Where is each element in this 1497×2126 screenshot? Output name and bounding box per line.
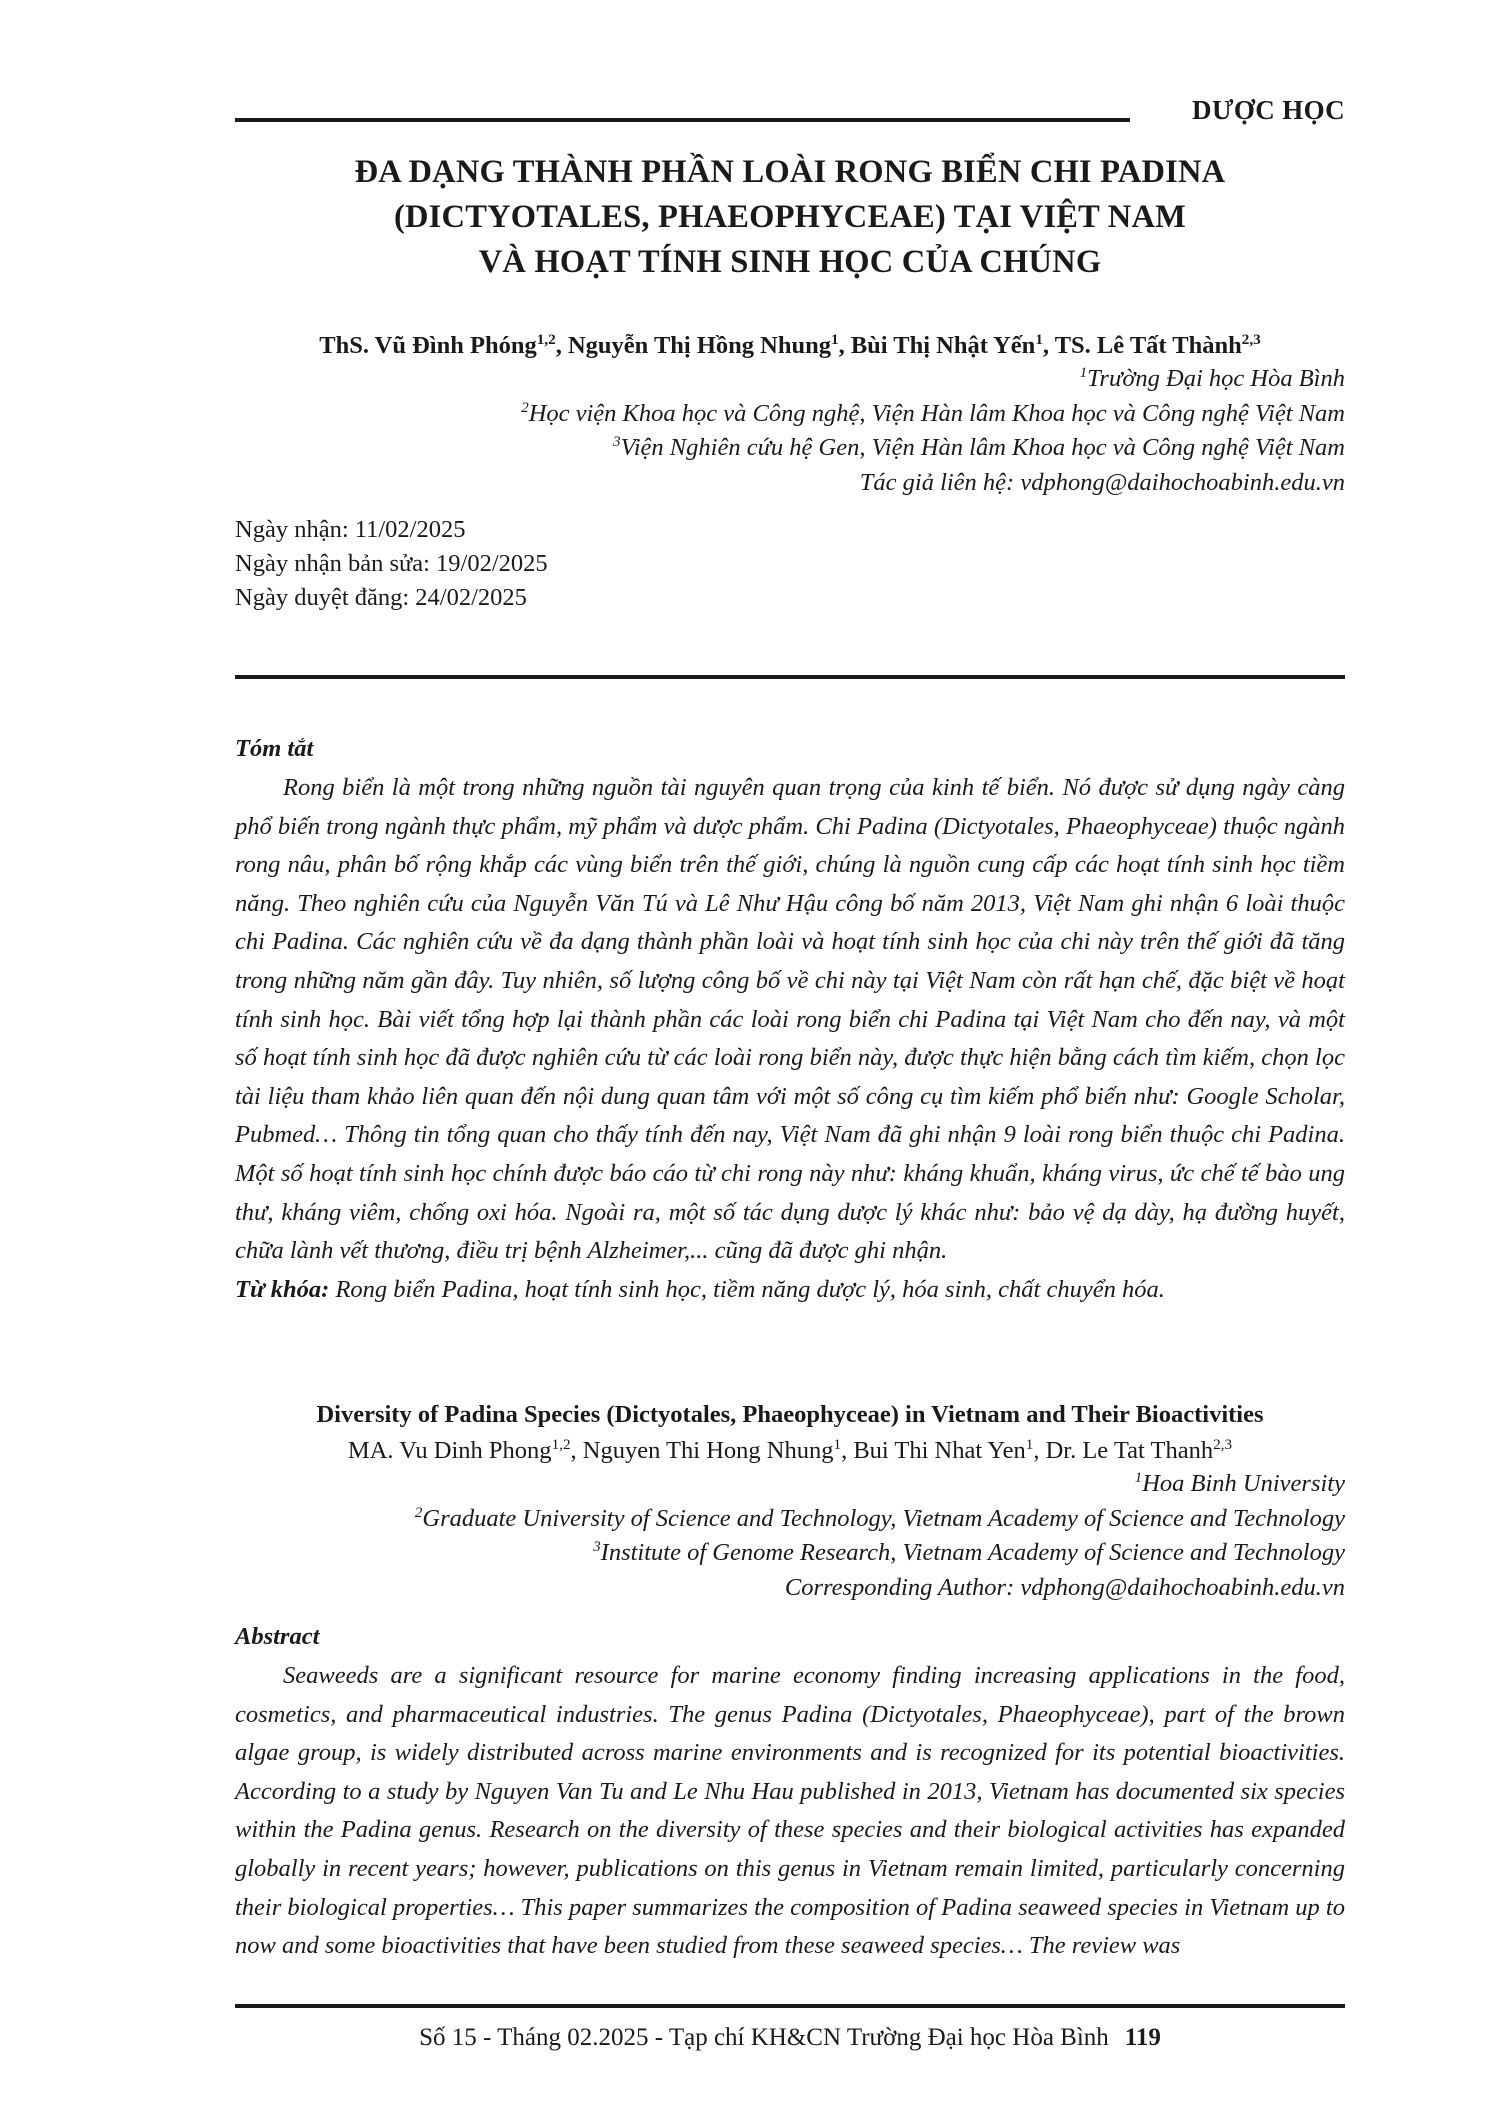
affiliation-text-3: Viện Nghiên cứu hệ Gen, Viện Hàn lâm Khoa học và Công nghệ Việt Nam xyxy=(620,434,1345,461)
author-name: , Bui Thi Nhat Yen xyxy=(841,1437,1026,1464)
page-number: 119 xyxy=(1124,2024,1161,2051)
author-affiliation-marker: 2,3 xyxy=(1241,330,1261,348)
affiliation-vn-2 xyxy=(235,397,1345,432)
authors-vietnamese xyxy=(235,329,1345,363)
affiliation-text-1: Trường Đại học Hòa Bình xyxy=(1087,365,1345,392)
keywords-text: Rong biển Padina, hoạt tính sinh học, tiềm năng dược lý, hóa sinh, chất chuyển hóa. xyxy=(335,1275,1165,1303)
affiliation-vn-1 xyxy=(235,362,1345,397)
affiliation-en-marker-3: 3 xyxy=(593,1537,601,1555)
affiliation-marker-2: 2 xyxy=(521,398,529,416)
abstract-en-paragraph: Seaweeds are a significant resource for marine economy finding increasing applications in the food, cosmetics, and pharmaceutical industries. The genus Padina (Dictyotales, Phaeophyceae), part of the brown algae group, is widely distributed across marine environments and is recognized for its potential bioactivities. According to a study by Nguyen Van Tu and Le Nhu Hau published in 2013, Vietnam has documented six species within the Padina genus. Research on the diversity of these species and their biological activities has expanded globally in recent years; however, publications on this genus in Vietnam remain limited, particularly concerning their biological properties… This paper summarizes the composition of Padina seaweed species in Vietnam up to now and some bioactivities that have been studied from these seaweed species… The review was xyxy=(235,1662,1345,1960)
affiliation-en-text-1: Hoa Binh University xyxy=(1142,1470,1345,1497)
abstract-vn-heading: Tóm tắt xyxy=(235,735,314,762)
footer-divider xyxy=(235,2004,1345,2008)
submission-dates xyxy=(235,513,935,615)
author-name: , Bùi Thị Nhật Yến xyxy=(838,332,1036,359)
author-name: MA. Vu Dinh Phong xyxy=(347,1437,552,1464)
footer-text: Số 15 - Tháng 02.2025 - Tạp chí KH&CN Trường Đại học Hòa Bình xyxy=(419,2024,1109,2051)
affiliation-en-text-3: Institute of Genome Research, Vietnam Academy of Science and Technology xyxy=(600,1539,1345,1566)
author-affiliation-marker: 1 xyxy=(1025,1435,1034,1453)
author-list-en xyxy=(348,1437,1232,1464)
author-name: , Nguyễn Thị Hồng Nhung xyxy=(555,332,831,359)
keywords-vietnamese xyxy=(235,1271,1345,1310)
affiliation-en-marker-2: 2 xyxy=(414,1503,423,1521)
affiliation-en-2 xyxy=(235,1502,1345,1537)
running-head xyxy=(235,86,1345,126)
abstract-vietnamese xyxy=(235,732,1345,1309)
affiliation-en-1 xyxy=(235,1467,1345,1502)
affiliation-en-3 xyxy=(235,1536,1345,1571)
affiliation-marker-1: 1 xyxy=(1079,363,1088,381)
affiliation-text-2: Học viện Khoa học và Công nghệ, Viện Hàn lâm Khoa học và Công nghệ Việt Nam xyxy=(528,399,1345,427)
page-footer xyxy=(235,2020,1345,2056)
affiliation-vn-3 xyxy=(235,431,1345,466)
running-head-rule xyxy=(235,118,1130,122)
corresponding-author-en: Corresponding Author: vdphong@daihochoabinh.edu.vn xyxy=(784,1573,1345,1601)
title-line-1: ĐA DẠNG THÀNH PHẦN LOÀI RONG BIỂN CHI PADINA xyxy=(354,154,1226,190)
affiliation-marker-3: 3 xyxy=(613,432,621,450)
abstract-en-body xyxy=(235,1657,1345,1966)
abstract-vn-body xyxy=(235,769,1345,1271)
running-head-label: DƯỢC HỌC xyxy=(1192,95,1345,125)
abstract-vn-paragraph: Rong biển là một trong những nguồn tài nguyên quan trọng của kinh tế biển. Nó được sử dụng ngày càng phổ biến trong ngành thực phẩm, mỹ phẩm và dược phẩm. Chi Padina (Dictyotales, Phaeophyceae) thuộc ngành rong nâu, phân bố rộng khắp các vùng biển trên thế giới, chúng là nguồn cung cấp các hoạt tính sinh học tiềm năng. Theo nghiên cứu của Nguyễn Văn Tú và Lê Như Hậu công bố năm 2013, Việt Nam ghi nhận 6 loài thuộc chi Padina. Các nghiên cứu về đa dạng thành phần loài và hoạt tính sinh học của chi này trên thế giới đã tăng trong những năm gần đây. Tuy nhiên, số lượng công bố về chi này tại Việt Nam còn rất hạn chế, đặc biệt về hoạt tính sinh học. Bài viết tổng hợp lại thành phần các loài rong biển chi Padina tại Việt Nam cho đến nay, và một số hoạt tính sinh học đã được nghiên cứu từ các loài rong biển này, được thực hiện bằng cách tìm kiếm, chọn lọc tài liệu tham khảo liên quan đến nội dung quan tâm với một số công cụ tìm kiếm phổ biến như: Google Scholar, Pubmed… Thông tin tổng quan cho thấy tính đến nay, Việt Nam đã ghi nhận 9 loài rong biển thuộc chi Padina. Một số hoạt tính sinh học chính được báo cáo từ chi rong này như: kháng khuẩn, kháng virus, ức chế tế bào ung thư, kháng viêm, chống oxi hóa. Ngoài ra, một số tác dụng dược lý khác như: bảo vệ dạ dày, hạ đường huyết, chữa lành vết thương, điều trị bệnh Alzheimer,... cũng đã được ghi nhận. xyxy=(235,774,1345,1265)
title-line-3: VÀ HOẠT TÍNH SINH HỌC CỦA CHÚNG xyxy=(478,244,1102,280)
page-title xyxy=(235,150,1345,285)
author-name: , TS. Lê Tất Thành xyxy=(1042,332,1242,359)
author-affiliation-marker: 1 xyxy=(830,330,839,348)
author-affiliation-marker: 1 xyxy=(833,1435,842,1453)
masthead-divider xyxy=(235,675,1345,679)
page-title-english: Diversity of Padina Species (Dictyotales, Phaeophyceae) in Vietnam and Their Bioactivities xyxy=(316,1401,1264,1428)
abstract-en-heading: Abstract xyxy=(235,1623,320,1650)
authors-english xyxy=(235,1434,1345,1467)
abstract-english xyxy=(235,1620,1345,1966)
date-accepted: Ngày duyệt đăng: 24/02/2025 xyxy=(235,584,527,611)
affiliation-en-marker-1: 1 xyxy=(1134,1468,1143,1486)
affiliations-vietnamese xyxy=(235,362,1345,500)
date-revised: Ngày nhận bản sửa: 19/02/2025 xyxy=(235,550,548,577)
affiliation-en-text-2: Graduate University of Science and Technology, Vietnam Academy of Science and Technology xyxy=(422,1504,1345,1532)
author-affiliation-marker: 2,3 xyxy=(1213,1435,1233,1453)
author-list-vn xyxy=(319,332,1260,359)
title-line-2: (DICTYOTALES, PHAEOPHYCEAE) TẠI VIỆT NAM xyxy=(393,199,1187,235)
date-received: Ngày nhận: 11/02/2025 xyxy=(235,516,466,543)
keywords-label: Từ khóa: xyxy=(235,1275,330,1303)
author-affiliation-marker: 1,2 xyxy=(536,330,556,348)
corresponding-author-vn: Tác giả liên hệ: vdphong@daihochoabinh.edu.vn xyxy=(859,468,1345,496)
author-name: ThS. Vũ Đình Phóng xyxy=(319,332,537,359)
author-affiliation-marker: 1 xyxy=(1035,330,1043,348)
author-affiliation-marker: 1,2 xyxy=(551,1435,571,1453)
author-name: , Dr. Le Tat Thanh xyxy=(1033,1437,1214,1464)
affiliations-english xyxy=(235,1467,1345,1605)
author-name: , Nguyen Thi Hong Nhung xyxy=(570,1437,834,1464)
